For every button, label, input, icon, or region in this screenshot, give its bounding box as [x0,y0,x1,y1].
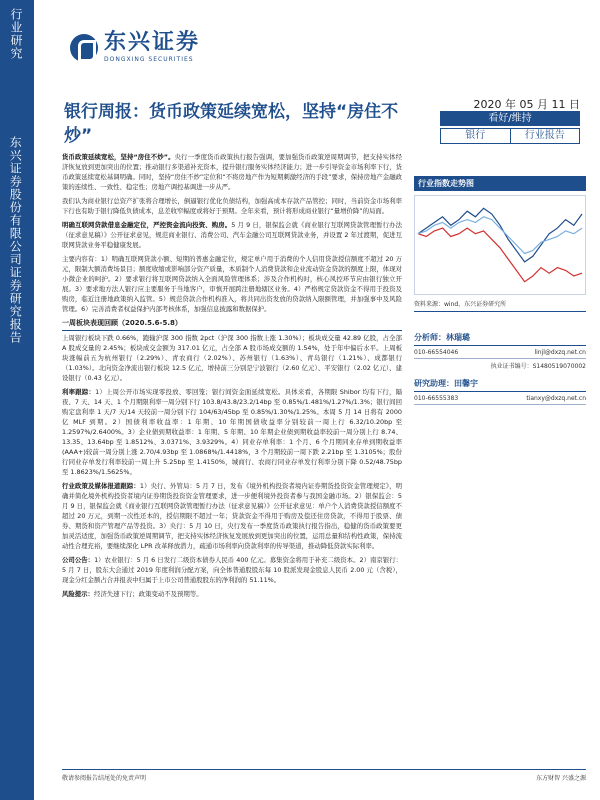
page-footer [62,769,586,782]
industry-index-chart [414,195,586,295]
footer-slogan: 东方财智 兴盛之源 [536,775,586,782]
analyst-block [414,332,586,405]
analyst-phone: 010-66554046 [414,349,459,356]
paragraph-text: 1）央行、外管局：5 月 7 日，发布《境外机构投资者境内证券期货投资资金管理规定》，明确并简化境外机构投资者境内证券期货投资资金管理要求，进一步便利境外投资者参与我国金融市场。2）银保监会：5 月 9 日，银保监会就《商业银行互联网贷款管理暂行办法（征求意见稿）》公开征求意见：单户个人消费贷款授信额度不超过 20 万元，到期一次性还本的，授信期限不超过一年；贷款资金不得用于购房及偿还住房贷款，不得用于股票、债券、期货和资产管理产品等投资。3）央行：5 月 10 日，央行发布一季度货币政策执行报告指出，稳健的货币政策要更加灵活适度，加强货币政策逆周期调节，把支持实体经济恢复发展放到更加突出的位置，运用总量和结构性政策，保持流动性合理充裕，要继续深化 LPR 改革释放潜力，疏通市场利率向贷款利率的传导渠道，推动降低贷款实际利率。 [62,482,402,550]
paragraph: 我们认为商业银行总资产扩张将合理增长，倒逼银行优化负债结构，加强高成本存款产品管控；同时，当前资金市场利率下行也有助于银行降低负债成本，息差收窄幅度或将好于预期。全年来看，预计将形成商业银行“量增价降”的局面。 [62,197,402,215]
researcher-name: 研究助理：田馨宇 [414,378,586,392]
paragraph [62,481,402,551]
section-heading: 一周板块表现回顾（2020.5.6-5.8） [62,318,402,331]
paragraph-text: 5 月 9 日，银保监会就《商业银行互联网贷款管理暂行办法（征求意见稿）》公开征求意见，规范商业银行、消费公司、汽车金融公司互联网贷款业务，并设置 2 年过渡期，促进互联网贷款业务平稳健康发展。 [62,221,402,249]
paragraph [62,387,402,477]
chart-source: 资料来源：wind、东兴证券研究所 [414,299,586,312]
sidebar-category: 行业研究 [9,8,23,60]
lead-text: 明确互联网贷款借息金融定位，严控资金流向投资、购房。 [62,221,232,229]
analyst-cert-row [414,359,586,372]
rating-badge: 看好/维持 [440,111,580,126]
chart-frame [415,196,586,295]
paragraph-text: 央行一季度货币政策执行报告强调，要加强货币政策逆周期调节，把支持实体经济恢复放到更加突出的位置；推动银行多渠道补充资本，提升银行服务实体经济能力；进一步引导资金市场利率下行，货币政策延续宽松基调明确。同时，坚持“房住不炒”定位和“不将房地产作为短期刺激经济的手段”要求，保持房地产金融政策的连续性、一致性、稳定性；房地产调控基调进一步从严。 [62,153,403,191]
company-logo [70,32,200,63]
series-line-1 [418,208,582,262]
report-title: 银行周报：货币政策延续宽松，坚持“房住不炒” [64,102,399,146]
analyst-contact [414,346,586,359]
report-date: 2020 年 05 月 11 日 [473,98,580,111]
logo-icon [70,34,98,62]
analyst-email[interactable]: linjl@dxzq.net.cn [534,349,586,356]
logo-text-en: DONGXING SECURITIES [104,56,194,63]
lead-text: 行业政策及媒体报道跟踪： [62,482,140,490]
lead-text: 利率跟踪： [62,388,96,396]
paragraph-text: 1）农业银行：5 月 6 日发行二级资本债券人民币 400 亿元。募集资金将用于补充二级资本。2）南京银行：5 月 7 日，股东大会通过 2019 年度利润分配方案，向全体普通股股东每 10 股派发现金股息人民币 2.00 元（含税），现金分红金额占合并报表中归属于上市公司普通股股东的净利润的 51.11%。 [62,556,403,584]
paragraph [62,220,402,250]
left-sidebar [0,0,34,800]
researcher-email[interactable]: tianxy@dxzq.net.cn [526,395,586,402]
lead-text: 公司公告： [62,556,95,564]
paragraph: 主要内容有：1）明确互联网贷款小额、短期的普惠金融定位，规定单户用于消费的个人信用贷款授信额度不超过 20 万元，限制大额消费场景目；额度收缩或影响部分资产质量，本质制个人消费贷款和企业流动资金贷款的额度上限，体现对小微企业的呵护。2）要求银行将互联网贷款纳入全面风险管理体系；涉及合作机构时，核心风控环节应由银行独立开展。3）要求地方法人银行应主要服务于当地客户，审慎开展跨注册地辖区业务。4）严格规定贷款资金不得用于投资及购房，临近注册地政策纳入监管。5）规范贷款合作机构准入，将共同出资发放的贷款纳入限额管理，并加强事中及风险管理。6）完善消费者权益保护内部考核体系，加强信息披露和数据保护。 [62,255,402,313]
lead-text: 风险提示： [62,590,94,598]
lead-text: 货币政策延续宽松，坚持“房住不炒”。 [62,153,175,161]
analyst-name: 分析师：林瑞璐 [414,332,586,346]
analyst-cert: 执业证书编号：S1480519070002 [490,363,586,370]
chart-panel-title: 行业指数走势图 [414,176,586,191]
report-body [62,152,402,603]
paragraph [62,152,402,192]
tag-industry: 银行 [440,128,511,144]
paragraph [62,589,402,599]
paragraph-text: 1）上周公开市场实现零投放、零回笼；银行间资金面延续宽松。具体来看，各期限 Shibor 均有下行，隔夜、7 天、14 天、1 个月期限利率一周分别下行 103.8/43.8/23.2/14bp 至 0.85%/1.481%/1.27%/1.3%；银行间回购定盘利率 1 天/7 天/14 天较前一周分别下行 104/63/45bp 至 0.85%/1.30%/1.25%。本周 5 月 14 日将有 2000 亿 MLF 到期。2）国债利率收益率：1 年期、10 年期国债收益率分别较前一周上行 6.32/10.20bp 至 1.2597%/2.6400%。3）企业债到期收益率：1 年期、5 年期、10 年期企业债到期收益率较前一周分别上行 8.74、13.35、13.64bp 至 1.8512%、3.0371%、3.9329%。4）同业存单利率：1 个月、6 个月期同业存单到期收益率(AAA+)较前一周分别上涨 2.70/4.93bp 至 1.0868%/1.4418%，3 个月期较前一周下跌 2.21bp 至 1.3105%；股份行同业存单发行利率较前一周上升 5.25bp 至 1.4150%，城商行、农商行同业存单发行利率分别下降 0.52/48.75bp 至 1.8623%/1.5625%。 [62,388,403,476]
tag-report-type: 行业报告 [511,128,581,144]
researcher-contact [414,392,586,405]
paragraph [62,555,402,585]
sidebar-company: 东兴证券股份有限公司证券研究报告 [8,136,23,344]
right-panel [414,176,586,405]
footer-disclaimer: 敬请参阅报告结尾处的免责声明 [62,775,147,782]
report-tags [440,128,580,144]
paragraph-text: 经济失速下行；政策变动不及预期等。 [93,590,203,598]
paragraph: 上周银行板块下跌 0.66%，跑输沪深 300 指数 2pct（沪深 300 指数上涨 1.30%）；板块成交量 42.89 亿股，占全部 A 股成交量的 2.45%；板块成交金额为 317.01 亿元，占全部 A 股市场成交额的 1.54%，处于年中偏后水平。上周板块涨幅前五为杭州银行（2.29%）、青农商行（2.02%）、苏州银行（1.63%）、青岛银行（1.21%）、成都银行（1.03%）。北向资金净流出银行板块 12.5 亿元，增持前三分别是宁波银行（2.60 亿元）、平安银行（2.02 亿元）、建设银行（0.43 亿元）。 [62,334,402,382]
researcher-phone: 010-66555383 [414,395,459,402]
logo-text-cn: 东兴证券 [104,30,201,55]
